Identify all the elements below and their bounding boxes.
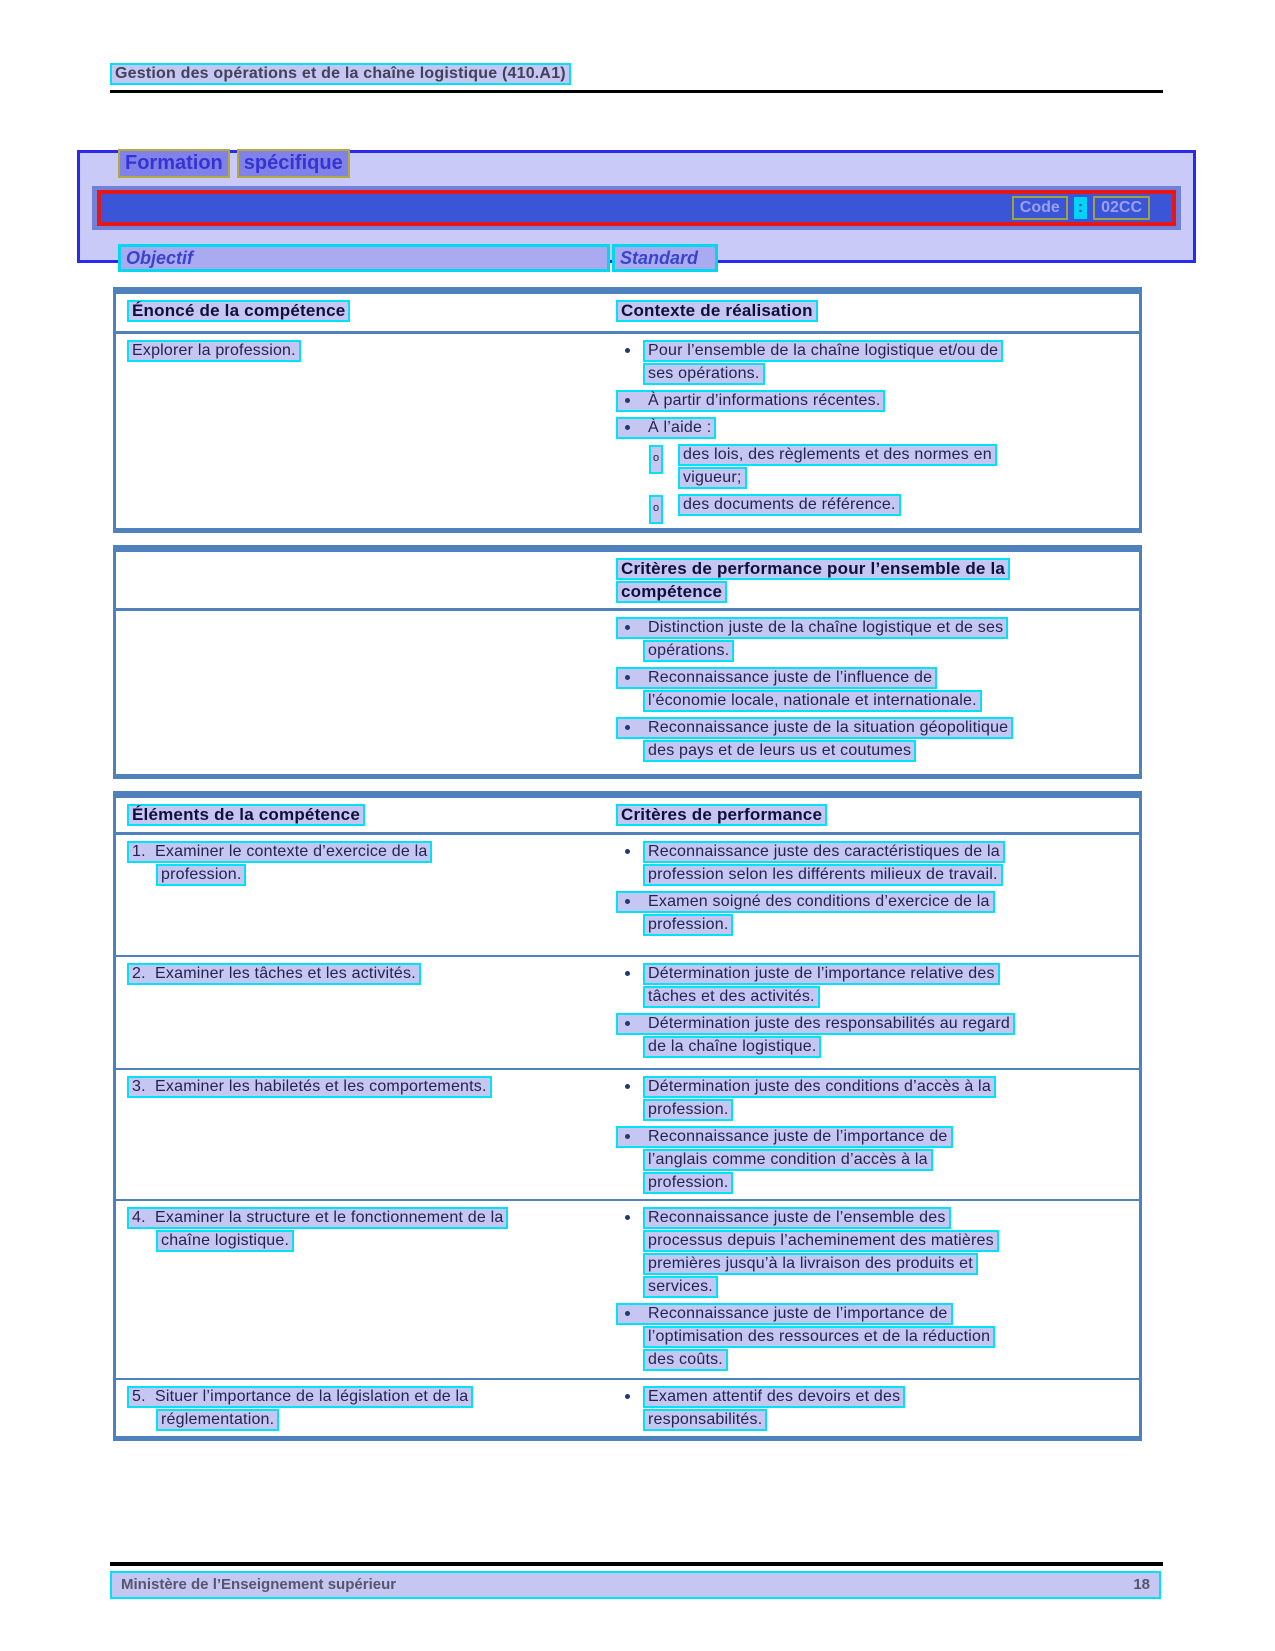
- bullet-line: vigueur;: [678, 467, 747, 489]
- header-cell-contexte: [610, 294, 1139, 331]
- numbered-item: [127, 1076, 610, 1098]
- bullet-line: Reconnaissance juste de l’ensemble des: [643, 1207, 951, 1229]
- bullet-line: Reconnaissance juste de l’importance de: [616, 1126, 953, 1148]
- bullet-line: Détermination juste des responsabilités au regard: [616, 1013, 1015, 1035]
- bullet-icon: [625, 899, 630, 904]
- header-label-criteres: Critères de performance: [616, 804, 827, 826]
- header-rule: [110, 90, 1163, 93]
- section-title: [118, 149, 350, 178]
- code-label: Code: [1012, 196, 1068, 220]
- table-competence: [113, 287, 1142, 533]
- cell-criteres: [610, 1070, 1139, 1199]
- sub-bullet-item: [616, 444, 1131, 489]
- table-elements-header: [116, 798, 1139, 835]
- hero-panel: [77, 150, 1196, 268]
- bullet-item: [616, 891, 1131, 936]
- bullet-line: opérations.: [643, 640, 734, 662]
- element-line: chaîne logistique.: [156, 1230, 294, 1252]
- cell-enonce: [116, 334, 610, 521]
- footer-rule: [110, 1562, 1163, 1566]
- cell-criteres: [610, 1201, 1139, 1378]
- bullet-line: tâches et des activités.: [643, 986, 820, 1008]
- bullet-line: Pour l’ensemble de la chaîne logistique et/ou de: [643, 340, 1003, 362]
- running-header: [110, 63, 571, 86]
- bullet-line: des pays et de leurs us et coutumes: [643, 740, 916, 762]
- bullet-line: des documents de référence.: [678, 494, 901, 516]
- header-line: compétence: [616, 581, 727, 603]
- bullet-item: [616, 1076, 1131, 1121]
- bullet-line: Reconnaissance juste de la situation géopolitique: [616, 717, 1013, 739]
- bullet-line: À l’aide :: [616, 417, 716, 439]
- bullet-line: Détermination juste de l’importance relative des: [643, 963, 1000, 985]
- bullet-line: Distinction juste de la chaîne logistique et de ses: [616, 617, 1008, 639]
- header-cell-empty: [116, 552, 610, 608]
- numbered-item: [127, 1386, 610, 1431]
- element-line: 2. Examiner les tâches et les activités.: [127, 963, 421, 985]
- bullet-item: [616, 340, 1131, 385]
- header-cell-enonce: [116, 294, 610, 331]
- bullet-line: processus depuis l’acheminement des matières: [643, 1230, 999, 1252]
- enonce-text: Explorer la profession.: [127, 340, 301, 362]
- bullet-line: Examen attentif des devoirs et des: [643, 1386, 905, 1408]
- cell-contexte: [610, 334, 1139, 521]
- bullet-item: [616, 417, 1131, 439]
- header-cell-criteres-ensemble: [610, 552, 1139, 608]
- cell-empty: [116, 611, 610, 774]
- bullet-icon: [625, 1311, 630, 1316]
- bullet-line: Détermination juste des conditions d’accès à la: [643, 1076, 996, 1098]
- code-banner-frame: [92, 186, 1181, 230]
- bullet-line: des lois, des règlements et des normes en: [678, 444, 997, 466]
- bullet-line: À partir d’informations récentes.: [616, 390, 885, 412]
- column-objectif-label: Objectif: [118, 244, 610, 272]
- footer: [110, 1571, 1161, 1599]
- bullet-item: [616, 1207, 1131, 1298]
- bullet-icon: [625, 849, 630, 854]
- bullet-line: des coûts.: [643, 1349, 728, 1371]
- section-title-word-2: spécifique: [237, 149, 350, 178]
- bullet-line: l’anglais comme condition d’accès à la: [643, 1149, 933, 1171]
- cell-element: [116, 957, 610, 1067]
- bullet-item: [616, 617, 1131, 662]
- cell-criteres-ensemble: [610, 611, 1139, 774]
- table-row: [116, 1068, 1139, 1199]
- bullet-icon: [625, 1394, 630, 1399]
- header-label-elements: Éléments de la compétence: [127, 804, 365, 826]
- bullet-line: services.: [643, 1276, 718, 1298]
- sub-bullet-icon: o: [649, 445, 663, 474]
- numbered-item: [127, 963, 610, 985]
- bullet-item: [616, 1303, 1131, 1371]
- bullet-item: [616, 841, 1131, 886]
- bullet-icon: [625, 398, 630, 403]
- element-line: 5. Situer l’importance de la législation et de la: [127, 1386, 473, 1408]
- table-row: [116, 1378, 1139, 1436]
- cell-element: [116, 1380, 610, 1436]
- cell-criteres: [610, 835, 1139, 955]
- table-row: [116, 955, 1139, 1067]
- column-standard-label: Standard: [612, 244, 718, 272]
- table-row: [116, 1199, 1139, 1378]
- sub-bullet-item: [616, 494, 1131, 516]
- bullet-line: Reconnaissance juste de l’importance de: [616, 1303, 953, 1325]
- cell-element: [116, 1201, 610, 1378]
- cell-criteres: [610, 957, 1139, 1067]
- bullet-line: Examen soigné des conditions d’exercice de la: [616, 891, 995, 913]
- bullet-item: [616, 390, 1131, 412]
- code-separator: :: [1074, 197, 1087, 219]
- bullet-line: responsabilités.: [643, 1409, 767, 1431]
- bullet-item: [616, 667, 1131, 712]
- numbered-item: [127, 841, 610, 886]
- code-value: 02CC: [1093, 196, 1150, 220]
- element-line: 1. Examiner le contexte d’exercice de la: [127, 841, 432, 863]
- header-label-enonce: Énoncé de la compétence: [127, 300, 350, 322]
- bullet-line: l’optimisation des ressources et de la réduction: [643, 1326, 995, 1348]
- bullet-icon: [625, 425, 630, 430]
- header-cell-criteres: [610, 798, 1139, 832]
- bullet-icon: [625, 1215, 630, 1220]
- bullet-line: profession.: [643, 1099, 733, 1121]
- footer-page-number: 18: [1133, 1576, 1150, 1593]
- bullet-line: profession selon les différents milieux de travail.: [643, 864, 1003, 886]
- bullet-line: Reconnaissance juste des caractéristiques de la: [643, 841, 1005, 863]
- bullet-item: [616, 1386, 1131, 1431]
- bullet-icon: [625, 348, 630, 353]
- bullet-item: [616, 717, 1131, 762]
- bullet-line: de la chaîne logistique.: [643, 1036, 821, 1058]
- table-elements: [113, 791, 1142, 1441]
- document-title: Gestion des opérations et de la chaîne logistique (410.A1): [110, 63, 571, 85]
- bullet-icon: [625, 971, 630, 976]
- element-line: 4. Examiner la structure et le fonctionnement de la: [127, 1207, 508, 1229]
- bullet-line: premières jusqu’à la livraison des produits et: [643, 1253, 978, 1275]
- element-line: réglementation.: [156, 1409, 279, 1431]
- section-title-word-1: Formation: [118, 149, 230, 178]
- bullet-item: [616, 1013, 1131, 1058]
- sub-bullet-icon: o: [649, 495, 663, 524]
- bullet-line: profession.: [643, 1172, 733, 1194]
- bullet-line: ses opérations.: [643, 363, 765, 385]
- bullet-line: profession.: [643, 914, 733, 936]
- table-row: [116, 835, 1139, 955]
- bullet-icon: [625, 1134, 630, 1139]
- cell-element: [116, 835, 610, 955]
- bullet-icon: [625, 625, 630, 630]
- bullet-icon: [625, 675, 630, 680]
- code-banner: [97, 190, 1176, 226]
- header-line: Critères de performance pour l’ensemble de la: [616, 558, 1010, 580]
- column-labels: [118, 244, 718, 272]
- table-criteres-ensemble-header: [116, 552, 1139, 611]
- table-criteres-ensemble: [113, 545, 1142, 779]
- bullet-icon: [625, 725, 630, 730]
- header-label-contexte: Contexte de réalisation: [616, 300, 818, 322]
- numbered-item: [127, 1207, 610, 1252]
- bullet-line: l’économie locale, nationale et internationale.: [643, 690, 982, 712]
- bullet-item: [616, 963, 1131, 1008]
- table-competence-header: [116, 294, 1139, 334]
- footer-ministry: Ministère de l’Enseignement supérieur: [121, 1576, 397, 1593]
- bullet-line: Reconnaissance juste de l’influence de: [616, 667, 937, 689]
- element-line: 3. Examiner les habiletés et les comportements.: [127, 1076, 492, 1098]
- header-cell-elements: [116, 798, 610, 832]
- cell-element: [116, 1070, 610, 1199]
- element-line: profession.: [156, 864, 246, 886]
- table-competence-body: [116, 334, 1139, 521]
- bullet-item: [616, 1126, 1131, 1194]
- cell-criteres: [610, 1380, 1139, 1436]
- table-criteres-ensemble-body: [116, 611, 1139, 774]
- bullet-icon: [625, 1084, 630, 1089]
